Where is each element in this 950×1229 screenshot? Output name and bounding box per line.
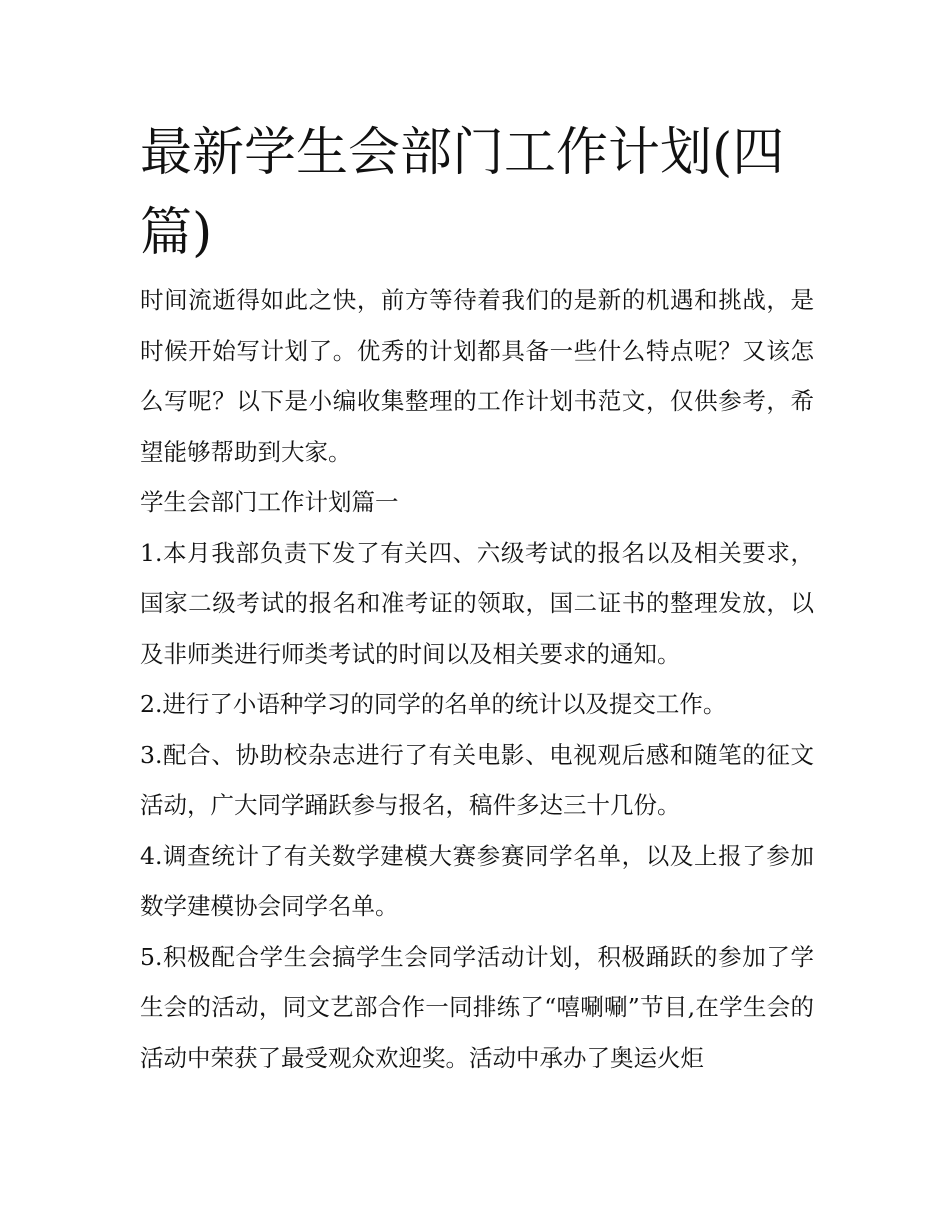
- list-item: 5.积极配合学生会搞学生会同学活动计划，积极踊跃的参加了学生会的活动，同文艺部合作一同排练了“嘻唰唰”节目,在学生会的活动中荣获了最受观众欢迎奖。活动中承办了奥运火炬: [140, 942, 814, 1072]
- document-body: [140, 275, 814, 1083]
- section-heading: 学生会部门工作计划篇一: [140, 488, 399, 516]
- intro-paragraph: 时间流逝得如此之快，前方等待着我们的是新的机遇和挑战，是时候开始写计划了。优秀的计划都具备一些什么特点呢？又该怎么写呢？以下是小编收集整理的工作计划书范文，仅供参考，希望能够帮助到大家。: [140, 286, 814, 466]
- list-item: 4.调查统计了有关数学建模大赛参赛同学名单，以及上报了参加数学建模协会同学名单。: [140, 841, 814, 920]
- list-item: 3.配合、协助校杂志进行了有关电影、电视观后感和随笔的征文活动，广大同学踊跃参与报名，稿件多达三十几份。: [140, 740, 814, 819]
- list-item: 2.进行了小语种学习的同学的名单的统计以及提交工作。: [140, 690, 727, 718]
- list-item: 1.本月我部负责下发了有关四、六级考试的报名以及相关要求，国家二级考试的报名和准考证的领取，国二证书的整理发放，以及非师类进行师类考试的时间以及相关要求的通知。: [140, 538, 814, 668]
- document-title: 最新学生会部门工作计划(四篇): [140, 123, 785, 263]
